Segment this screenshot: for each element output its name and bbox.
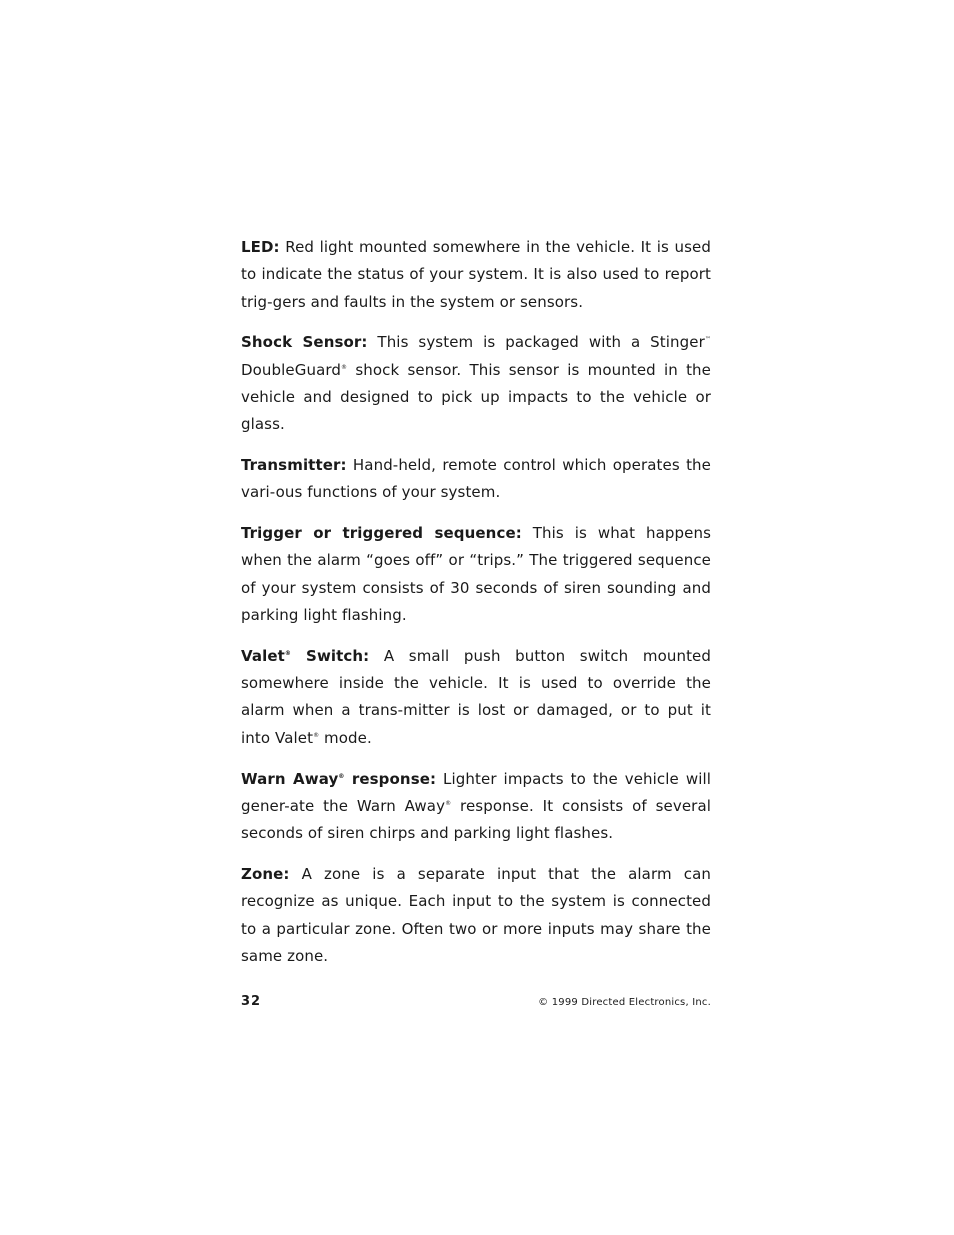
page-number: 32 (241, 994, 262, 1009)
glossary-entry-led (241, 234, 711, 316)
term-zone: Zone: (241, 864, 290, 883)
definition-zone: A zone is a separate input that the alarm can recognize as unique. Each input to the system is connected to a particular zone. Often two or more inputs may share the same zone. (241, 864, 711, 965)
term-warn-away (241, 770, 436, 788)
glossary-entry-trigger (241, 520, 711, 629)
registered-mark: ® (445, 799, 452, 807)
term-shock-sensor: Shock Sensor: (241, 333, 368, 352)
definition-trigger: This is what happens when the alarm “goes off” or “trips.” The triggered sequence of your system consists of 30 seconds of siren sounding and parking light flashing. (241, 524, 711, 625)
registered-mark: ® (313, 731, 320, 739)
definition-warn-away-part-2: response. It consists of several seconds of siren chirps and parking light flashes. (241, 796, 712, 843)
definition-led: Red light mounted somewhere in the vehicle. It is used to indicate the status of your system. It is also used to report trig-gers and faults in the system or sensors. (241, 238, 711, 311)
term-warn-away-part-2: response: (344, 769, 437, 788)
glossary-entry-warn-away (241, 766, 711, 848)
copyright-notice: © 1999 Directed Electronics, Inc. (538, 997, 711, 1008)
definition-valet-switch-part-1: A small push button switch mounted somewhere inside the vehicle. It is used to override the alarm when a trans-mitter is lost or damaged, or to put it into Valet (241, 646, 711, 747)
definition-warn-away-part-1: Lighter impacts to the vehicle will gener-ate the Warn Away (241, 769, 711, 815)
registered-mark: ® (338, 772, 345, 780)
registered-mark: ® (341, 363, 348, 371)
definition-shock-sensor-part-2: DoubleGuard (241, 360, 341, 379)
glossary-content (241, 234, 711, 984)
glossary-entry-zone (241, 861, 711, 970)
term-warn-away-part-1: Warn Away (241, 769, 339, 788)
term-transmitter: Transmitter: (241, 456, 347, 475)
term-valet-switch-part-1: Valet (241, 646, 285, 665)
trademark-mark: ™ (704, 336, 711, 344)
definition-shock-sensor-part-1: This system is packaged with a Stinger (367, 333, 705, 352)
term-valet-switch-part-2: Switch: (291, 646, 370, 665)
glossary-entry-shock-sensor (241, 329, 711, 438)
glossary-entry-valet-switch (241, 643, 711, 752)
definition-shock-sensor-part-3: shock sensor. This sensor is mounted in the vehicle and designed to pick up impacts to the vehicle or glass. (241, 360, 711, 434)
definition-valet-switch-part-2: mode. (319, 728, 372, 747)
definition-transmitter: Hand-held, remote control which operates the vari-ous functions of your system. (241, 456, 711, 502)
term-led: LED: (241, 238, 280, 256)
registered-mark: ® (284, 649, 292, 657)
term-valet-switch (241, 647, 369, 665)
glossary-entry-transmitter (241, 452, 711, 507)
term-trigger: Trigger or triggered sequence: (241, 524, 522, 543)
page-footer (241, 994, 711, 1014)
